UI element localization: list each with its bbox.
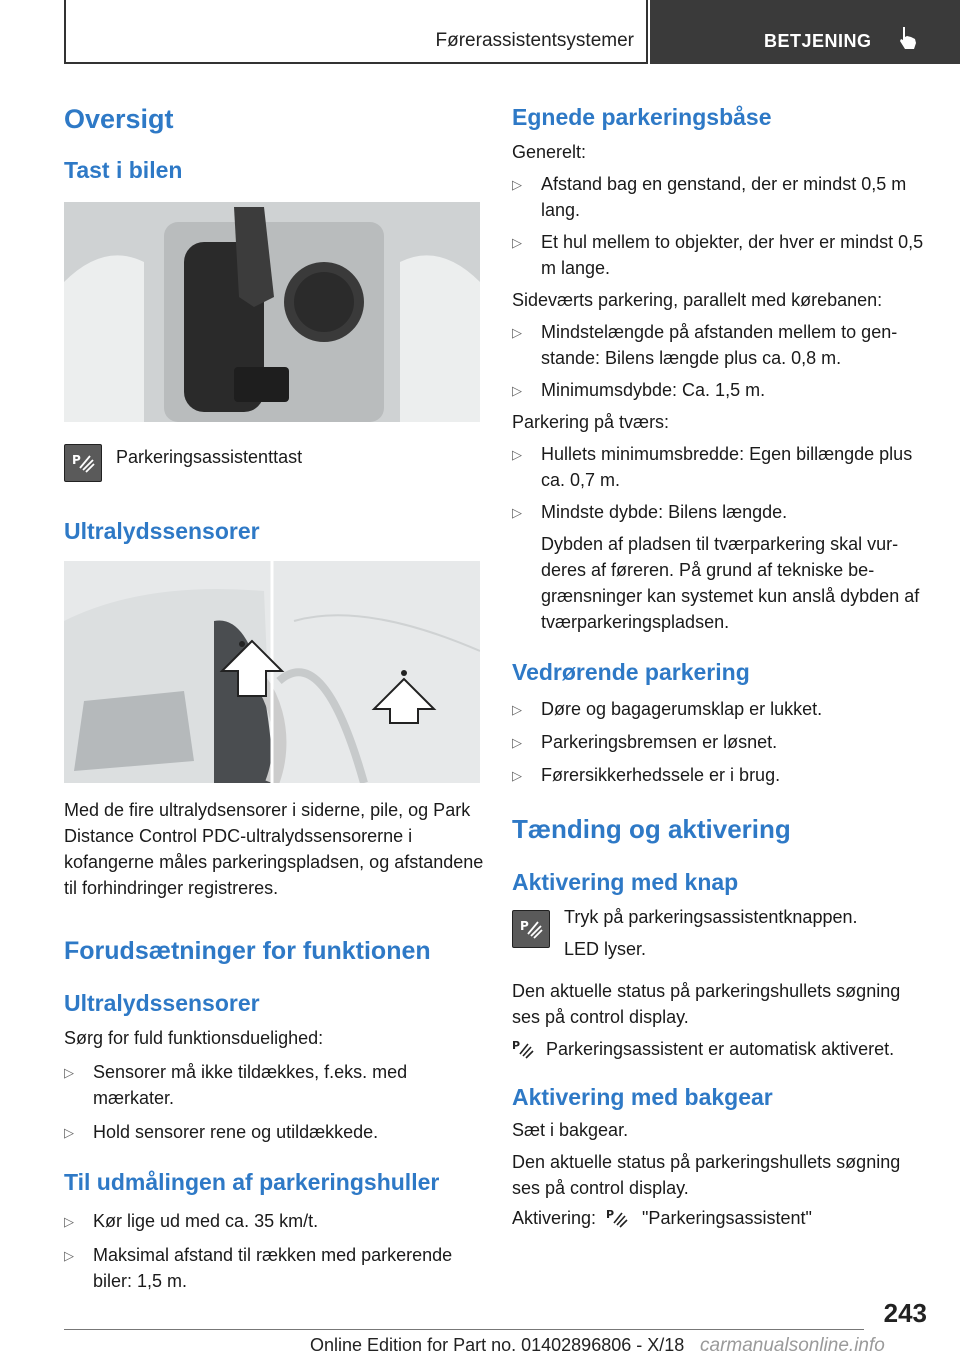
parking-assistant-button-icon [64,444,102,482]
aktivering-value: "Parkeringsassistent" [642,1207,812,1228]
parking-assistant-symbol-icon [606,1207,632,1229]
paragraph-sorg: Sørg for fuld funktionsduelighed: [64,1028,324,1048]
triangle-bullet-icon: ▷ [64,1065,74,1080]
activation-button-row [512,904,928,962]
list-item-note: Dybden af pladsen til tværparkering skal vurderes af føreren. På grund af tekniske begrænsninger kan systemet kun anslå dybden af tværparkeringspladsen. [541,534,920,632]
paragraph-status-2: Den aktuelle status på parkeringshullets søgning ses på control display. [512,1152,901,1198]
heading-taending: Tænding og aktivering [512,814,791,844]
triangle-bullet-icon: ▷ [512,235,522,250]
aktivering-label: Aktivering: [512,1207,597,1228]
heading-oversigt: Oversigt [64,104,174,134]
parking-assist-button-row [64,444,484,488]
triangle-bullet-icon: ▷ [64,1214,74,1229]
header-section-box [64,0,648,64]
triangle-bullet-icon: ▷ [512,505,522,520]
ultrasonic-sensors-illustration [64,561,480,783]
list-sidevaerts [512,319,928,403]
header-section-title: Førerassistentsystemer [435,30,634,51]
list-sorg [64,1059,484,1145]
list-item: ▷ Førersikkerhedssele er i brug. [512,762,928,788]
svg-text:P: P [512,1039,521,1052]
list-udmaling [64,1208,484,1294]
heading-forudsaetninger: Forudsætninger for funktionen [64,937,431,965]
page-number: 243 [883,1298,927,1328]
heading-bakgear: Aktivering med bakgear [512,1084,773,1110]
svg-text:P: P [606,1208,615,1221]
list-item: ▷ Afstand bag en genstand, der er mindst 0,5 m lang. [512,174,907,220]
footer-divider [64,1329,864,1330]
header-chapter-tab [650,0,960,64]
list-item: ▷ Et hul mellem to objekter, der hver er mindst 0,5 m lange. [512,232,924,278]
heading-vedrorende: Vedrørende parkering [512,659,750,685]
knap-instruction: Tryk på parkeringsassistentknappen. [564,907,858,927]
heading-udmaling: Til udmålingen af parkeringshuller [64,1169,440,1195]
right-column [512,100,928,1229]
list-item: ▷ Mindste dybde: Bilens længde. Dybden af pladsen til tværparkering skal vurderes af føreren. På grund af tekniske begrænsninger kan systemet kun anslå dybden af tværparkeringspladsen. [512,499,928,635]
svg-text:P: P [520,919,529,933]
center-console-illustration [64,202,480,422]
paragraph-tvaers: Parkering på tværs: [512,412,670,432]
list-generelt [512,171,928,281]
knap-led: LED lyser. [564,939,647,959]
triangle-bullet-icon: ▷ [512,383,522,398]
heading-ultralydssensorer-1: Ultralydssensorer [64,518,260,544]
list-item: ▷ Døre og bagagerumsklap er lukket. [512,696,928,722]
heading-tast-i-bilen: Tast i bilen [64,157,183,183]
triangle-bullet-icon: ▷ [512,735,522,750]
heading-knap: Aktivering med knap [512,869,739,895]
parking-assistant-button-caption: Parkeringsassistenttast [116,447,303,467]
list-item: ▷ Kør lige ud med ca. 35 km/t. [64,1208,484,1234]
triangle-bullet-icon: ▷ [512,177,522,192]
ultrasonic-sensors-photo [64,561,480,783]
parking-assistant-symbol-icon [512,1038,538,1060]
triangle-bullet-icon: ▷ [64,1248,74,1263]
list-item: ▷ Hullets minimumsbredde: Egen billængde plus ca. 0,7 m. [512,444,913,490]
pointing-hand-icon [897,26,919,50]
list-tvaers [512,441,928,635]
list-item: ▷ Hold sensorer rene og utildækkede. [64,1119,484,1145]
paragraph-sensors: Med de fire ultralydsensorer i siderne, pile, og Park Distance Control PDC-ultralydssensorerne i kofangerne måles parkeringspladsen, og afstandene til forhindringer registreres. [64,800,484,898]
svg-text:P: P [72,453,81,467]
triangle-bullet-icon: ▷ [64,1125,74,1140]
list-item: ▷ Sensorer må ikke tildækkes, f.eks. med mærkater. [64,1062,408,1108]
list-item: ▷ Parkeringsbremsen er løsnet. [512,729,928,755]
heading-ultralydssensorer-2: Ultralydssensorer [64,990,260,1016]
list-item: ▷ Mindstelængde på afstanden mellem to genstande: Bilens længde plus ca. 0,8 m. [512,322,898,368]
parking-assistant-button-icon [512,910,550,948]
aktivering-row [512,1207,928,1229]
paragraph-generelt: Generelt: [512,142,587,162]
watermark: carmanualsonline.info [700,1335,885,1356]
footer-edition: Online Edition for Part no. 01402896806 - X/18 [310,1335,685,1355]
left-column [64,100,484,1294]
auto-activated-row [512,1038,928,1060]
auto-activated-text: Parkeringsassistent er automatisk aktiveret. [546,1038,895,1059]
center-console-photo [64,202,480,422]
list-item: ▷ Minimumsdybde: Ca. 1,5 m. [512,377,928,403]
heading-egnede: Egnede parkeringsbåse [512,104,772,130]
list-vedrorende [512,696,928,788]
triangle-bullet-icon: ▷ [512,325,522,340]
header-chapter-label: BETJENING [764,31,872,51]
paragraph-status-1: Den aktuelle status på parkeringshullets søgning ses på control display. [512,981,901,1027]
triangle-bullet-icon: ▷ [512,768,522,783]
paragraph-saet: Sæt i bakgear. [512,1120,629,1140]
list-item: ▷ Maksimal afstand til rækken med parkerende biler: 1,5 m. [64,1245,453,1291]
triangle-bullet-icon: ▷ [512,447,522,462]
paragraph-sidevaerts: Sideværts parkering, parallelt med kørebanen: [512,290,883,310]
triangle-bullet-icon: ▷ [512,702,522,717]
